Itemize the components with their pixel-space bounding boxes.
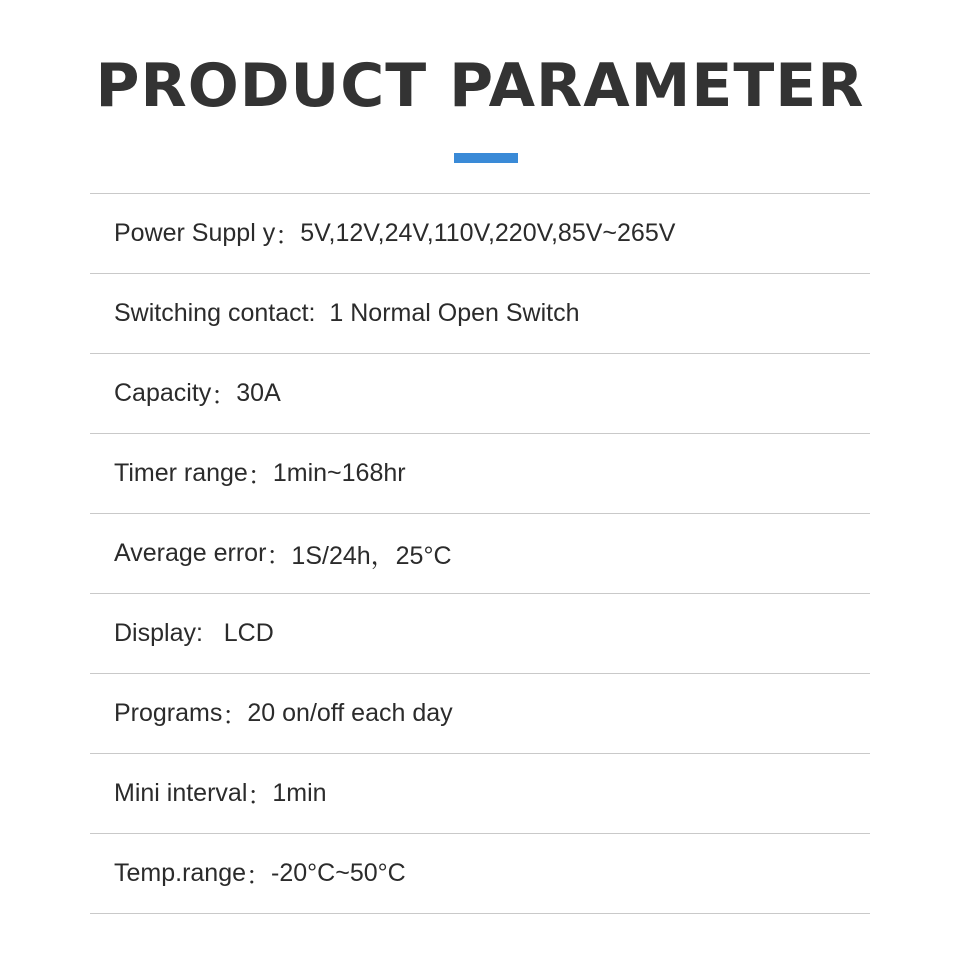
parameter-value: -20°C~50°C	[271, 859, 406, 887]
parameter-row-switching-contact	[90, 274, 870, 354]
parameter-value: 1S/24h，25°C	[291, 541, 452, 570]
parameter-label: Power Suppl y	[114, 219, 276, 247]
parameter-value: 1min~168hr	[272, 459, 406, 487]
parameter-separator: :	[195, 619, 224, 647]
parameter-list	[90, 193, 870, 914]
parameter-separator: ：	[247, 461, 273, 490]
page-title: PRODUCT PARAMETER	[95, 51, 865, 121]
parameter-separator: ：	[222, 701, 248, 730]
parameter-separator: ：	[246, 861, 272, 890]
parameter-row-power-supply	[90, 194, 870, 274]
parameter-label: Programs	[114, 699, 223, 727]
parameter-row-mini-interval	[90, 754, 870, 834]
parameter-label: Capacity	[114, 379, 212, 407]
parameter-label: Display	[114, 619, 196, 647]
parameter-value: LCD	[223, 619, 274, 647]
parameter-row-programs	[90, 674, 870, 754]
parameter-separator: ：	[275, 221, 301, 250]
parameter-separator: :	[308, 299, 330, 327]
parameter-value: 30A	[236, 379, 281, 407]
parameter-row-temp-range	[90, 834, 870, 914]
parameter-row-display	[90, 594, 870, 674]
parameter-label: Temp.range	[114, 859, 247, 887]
parameter-value: 5V,12V,24V,110V,220V,85V~265V	[300, 219, 676, 247]
parameter-label: Timer range	[114, 459, 248, 487]
parameter-value: 1 Normal Open Switch	[329, 299, 580, 327]
parameter-row-capacity	[90, 354, 870, 434]
parameter-label: Mini interval	[114, 779, 248, 807]
parameter-label: Average error	[114, 539, 267, 567]
parameter-label: Switching contact	[114, 299, 309, 327]
parameter-separator: ：	[247, 781, 273, 810]
parameter-separator: ：	[211, 381, 237, 410]
title-accent-bar	[454, 153, 518, 163]
parameter-value: 20 on/off each day	[247, 699, 453, 727]
parameter-separator: ：	[266, 541, 292, 570]
parameter-value: 1min	[272, 779, 327, 807]
parameter-row-average-error	[90, 514, 870, 594]
parameter-row-timer-range	[90, 434, 870, 514]
